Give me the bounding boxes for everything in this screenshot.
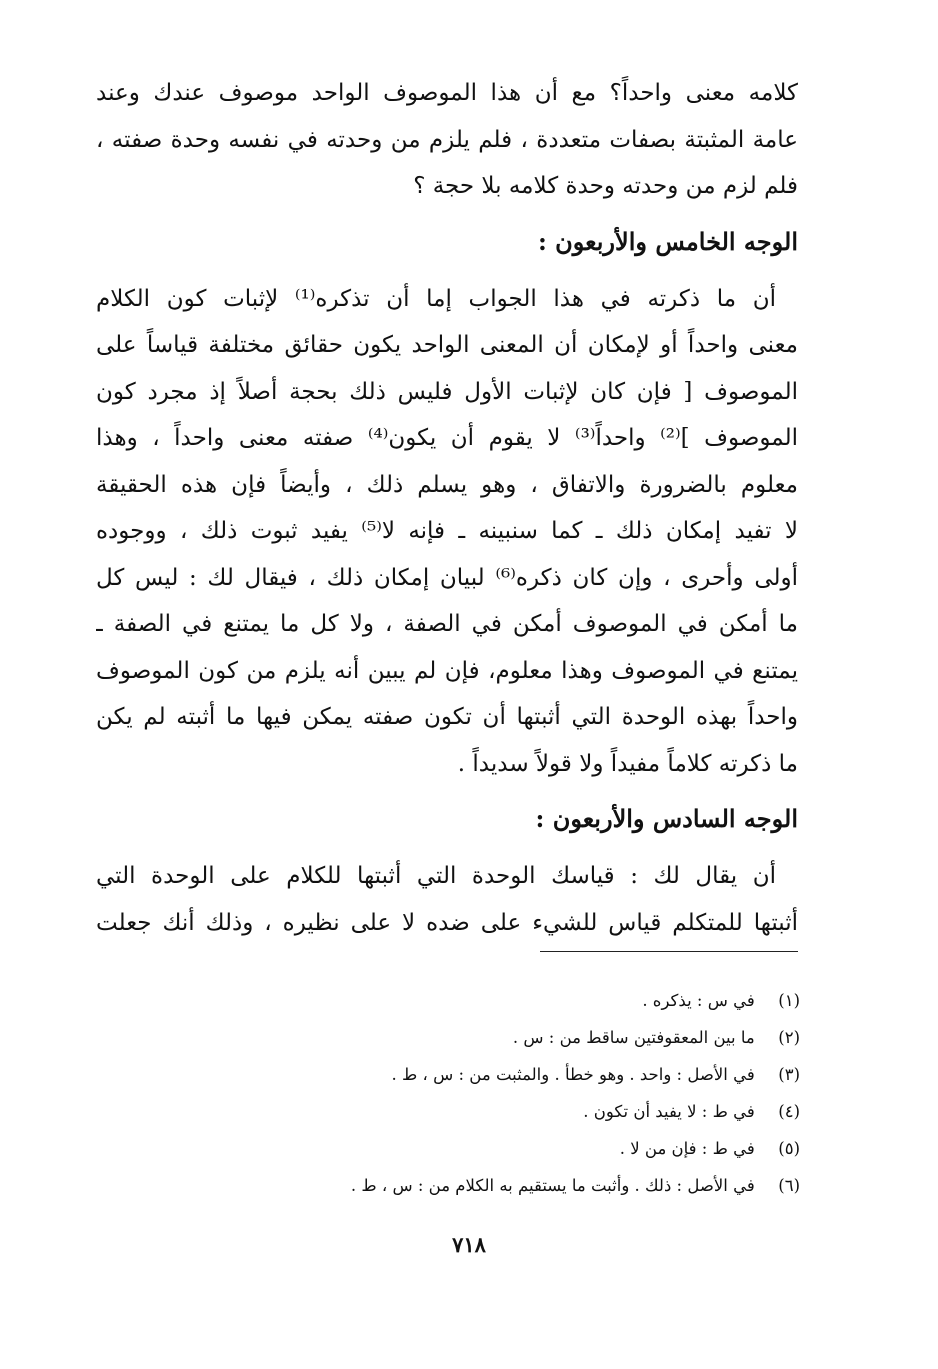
footnote-number: (٦): [778, 1176, 800, 1195]
text-line: أن يقال لك : قياسك الوحدة التي أثبتها للكلام على الوحدة التي: [96, 863, 776, 889]
footnote-text: في س : يذكره .: [642, 991, 755, 1010]
footnote-text: في ط : فإن من لا .: [619, 1139, 755, 1158]
text-line: كلامه معنى واحداً؟ مع أن هذا الموصوف الواحد موصوف عندك وعند: [96, 80, 798, 106]
footnote-text: في ط : لا يفيد أن تكون .: [583, 1102, 755, 1121]
footnote-item: [150, 1167, 800, 1204]
footnote-text: في الأصل : ذلك . وأثبت ما يستقيم به الكلام من : س ، ط .: [350, 1176, 755, 1195]
footnote-divider: [540, 951, 798, 952]
footnotes: [150, 982, 800, 1204]
footnote-number: (٥): [778, 1139, 800, 1158]
text-line: عامة المثبتة بصفات متعددة ، فلم يلزم من وحدته في نفسه وحدة صفته ،: [96, 126, 798, 153]
paragraph-3: [96, 853, 798, 946]
text-line: ما ذكرته كلاماً مفيداً ولا قولاً سديداً .: [457, 750, 798, 777]
page-number: ٧١٨: [452, 1232, 486, 1257]
text-line: معلوم بالضرورة والاتفاق ، وهو يسلم ذلك ، وأيضاً فإن هذه الحقيقة: [96, 471, 798, 498]
text-line: الموصوف [ فإن كان لإثبات الأول فليس ذلك بحجة أصلاً إذ مجرد كون: [96, 378, 798, 405]
section-heading-46: الوجه السادس والأربعون :: [535, 804, 798, 833]
footnote-number: (٣): [778, 1065, 800, 1084]
paragraph-1: [96, 70, 798, 210]
text-line: واحداً بهذه الوحدة التي أثبتها أن تكون صفته يمكن فيها ما أثبته لم يكن: [96, 704, 798, 730]
text-line: ما أمكن في الموصوف أمكن في الصفة ، ولا كل ما يمتنع في الصفة ـ: [96, 611, 798, 637]
text-line: لا تفيد إمكان ذلك ـ كما سنبينه ـ فإنه لا⁽⁵⁾ يفيد ثبوت ذلك ، ووجوده: [96, 518, 798, 544]
main-text: [96, 70, 798, 946]
text-line: الموصوف ]⁽²⁾ واحداً⁽³⁾ لا يقوم أن يكون⁽⁴⁾ صفته معنى واحداً ، وهذا: [96, 425, 798, 451]
section-heading-45: الوجه الخامس والأربعون :: [537, 226, 798, 256]
text-line: يمتنع في الموصوف وهذا معلوم، فإن لم يبين أنه يلزم من كون الموصوف: [96, 657, 798, 684]
text-line: معنى واحداً أو لإمكان أن المعنى الواحد يكون حقائق مختلفة قياساً على: [96, 332, 798, 358]
footnote-number: (١): [778, 991, 800, 1010]
footnote-number: (٤): [778, 1102, 800, 1121]
footnote-text: في الأصل : واحد . وهو خطأ . والمثبت من : س ، ط .: [391, 1065, 755, 1084]
text-line: أولى وأحرى ، وإن كان ذكره⁽⁶⁾ لبيان إمكان ذلك ، فيقال لك : ليس كل: [96, 564, 798, 591]
footnote-number: (٢): [778, 1028, 800, 1047]
text-line: فلم لزم من وحدته وحدة كلامه بلا حجة ؟: [413, 173, 798, 199]
text-line: أن ما ذكرته في هذا الجواب إما أن تذكره⁽¹⁾ لإثبات كون الكلام: [96, 285, 776, 312]
paragraph-2: [96, 276, 798, 788]
footnote-item: [150, 1130, 800, 1167]
footnote-item: [150, 1019, 800, 1056]
text-line: أثبتها للمتكلم قياس للشيء على ضده لا على نظيره ، وذلك أنك جعلت: [96, 909, 798, 936]
footnote-item: [150, 1093, 800, 1130]
footnote-item: [150, 982, 800, 1019]
footnote-item: [150, 1056, 800, 1093]
footnote-text: ما بين المعقوفتين ساقط من : س .: [512, 1028, 755, 1047]
